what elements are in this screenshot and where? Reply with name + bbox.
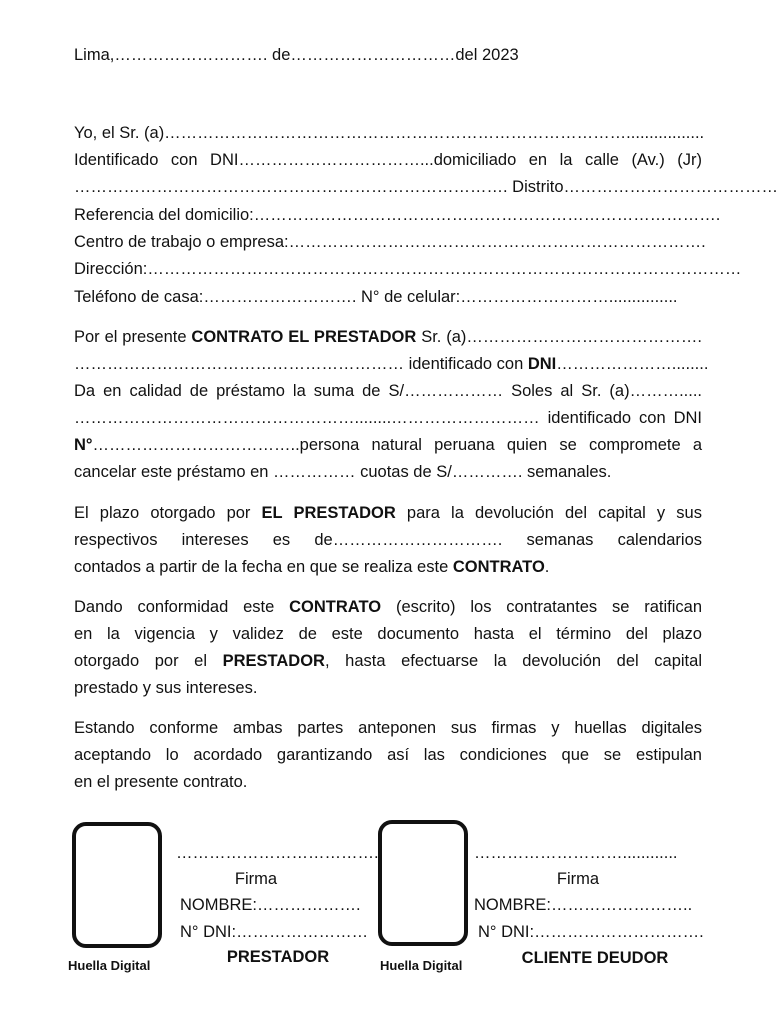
contract-line-5: N°………………………………..persona natural peruana quien se compromete a xyxy=(74,436,702,454)
conformidad-line-4: prestado y sus intereses. xyxy=(74,679,258,697)
signature-nombre-left: NOMBRE:………………. xyxy=(180,896,361,914)
plazo-line-1: El plazo otorgado por EL PRESTADOR para la devolución del capital y sus xyxy=(74,504,702,522)
personal-line-phone: Teléfono de casa:………………………. N° de celular:………………………............... xyxy=(74,288,678,306)
signature-line-left: ………………………………. xyxy=(176,844,379,862)
signature-dni-left: N° DNI:…………………… xyxy=(180,923,369,941)
signature-role-right: CLIENTE DEUDOR xyxy=(521,949,669,967)
conformidad-line-2: en la vigencia y validez de este documento hasta el término del plazo xyxy=(74,625,702,643)
signature-line-right: ………………………............ xyxy=(474,844,678,862)
personal-line-district: ……………………………………………………………………. Distrito………………………………… xyxy=(74,178,778,196)
fingerprint-label-left: Huella Digital xyxy=(68,958,151,973)
contract-line-3: Da en calidad de préstamo la suma de S/……………… Soles al Sr. (a)………..... xyxy=(74,382,702,400)
contract-line-2: …………………………………………………… identificado con DNI…………………........ xyxy=(74,355,709,373)
plazo-line-2: respectivos intereses es de…………………………. semanas calendarios xyxy=(74,531,702,549)
conformidad-line-1: Dando conformidad este CONTRATO (escrito) los contratantes se ratifican xyxy=(74,598,702,616)
personal-line-dni: Identificado con DNI……………………………...domiciliado en la calle (Av.) (Jr) xyxy=(74,151,702,169)
plazo-paragraph xyxy=(74,500,702,581)
personal-line-reference: Referencia del domicilio:…………………………………………………………………………. xyxy=(74,206,721,224)
contract-line-4: ……………………………………………........……………………… identificado con DNI xyxy=(74,409,702,427)
personal-line-name: Yo, el Sr. (a)…………………………………………………………………………................. xyxy=(74,124,705,142)
firmas-line-3: en el presente contrato. xyxy=(74,773,248,791)
contract-line-6: cancelar este préstamo en …………… cuotas de S/…………. semanales. xyxy=(74,463,612,481)
signature-firma-left: Firma xyxy=(234,870,278,888)
fingerprint-box-left xyxy=(72,822,162,948)
date-line: Lima,………………………. de…………………………del 2023 xyxy=(74,46,519,64)
conformidad-line-3: otorgado por el PRESTADOR, hasta efectuarse la devolución del capital xyxy=(74,652,702,670)
fingerprint-box-right xyxy=(378,820,468,946)
personal-line-address: Dirección:……………………………………………………………………………………………… xyxy=(74,260,742,278)
contract-line-1: Por el presente CONTRATO EL PRESTADOR Sr. (a)……………………………………. xyxy=(74,328,703,346)
fingerprint-label-right: Huella Digital xyxy=(380,958,463,973)
firmas-line-1: Estando conforme ambas partes anteponen sus firmas y huellas digitales xyxy=(74,719,702,737)
signature-nombre-right: NOMBRE:…………………….. xyxy=(474,896,693,914)
personal-line-workplace: Centro de trabajo o empresa:…………………………………………………………………. xyxy=(74,233,706,251)
firmas-paragraph xyxy=(74,715,702,796)
contract-paragraph xyxy=(74,324,709,486)
signature-firma-right: Firma xyxy=(556,870,600,888)
conformidad-paragraph xyxy=(74,594,702,702)
signature-dni-right: N° DNI:…………………………. xyxy=(478,923,704,941)
firmas-line-2: aceptando lo acordado garantizando así las condiciones que se estipulan xyxy=(74,746,702,764)
signature-role-left: PRESTADOR xyxy=(226,948,330,966)
plazo-line-3: contados a partir de la fecha en que se realiza este CONTRATO. xyxy=(74,558,550,576)
